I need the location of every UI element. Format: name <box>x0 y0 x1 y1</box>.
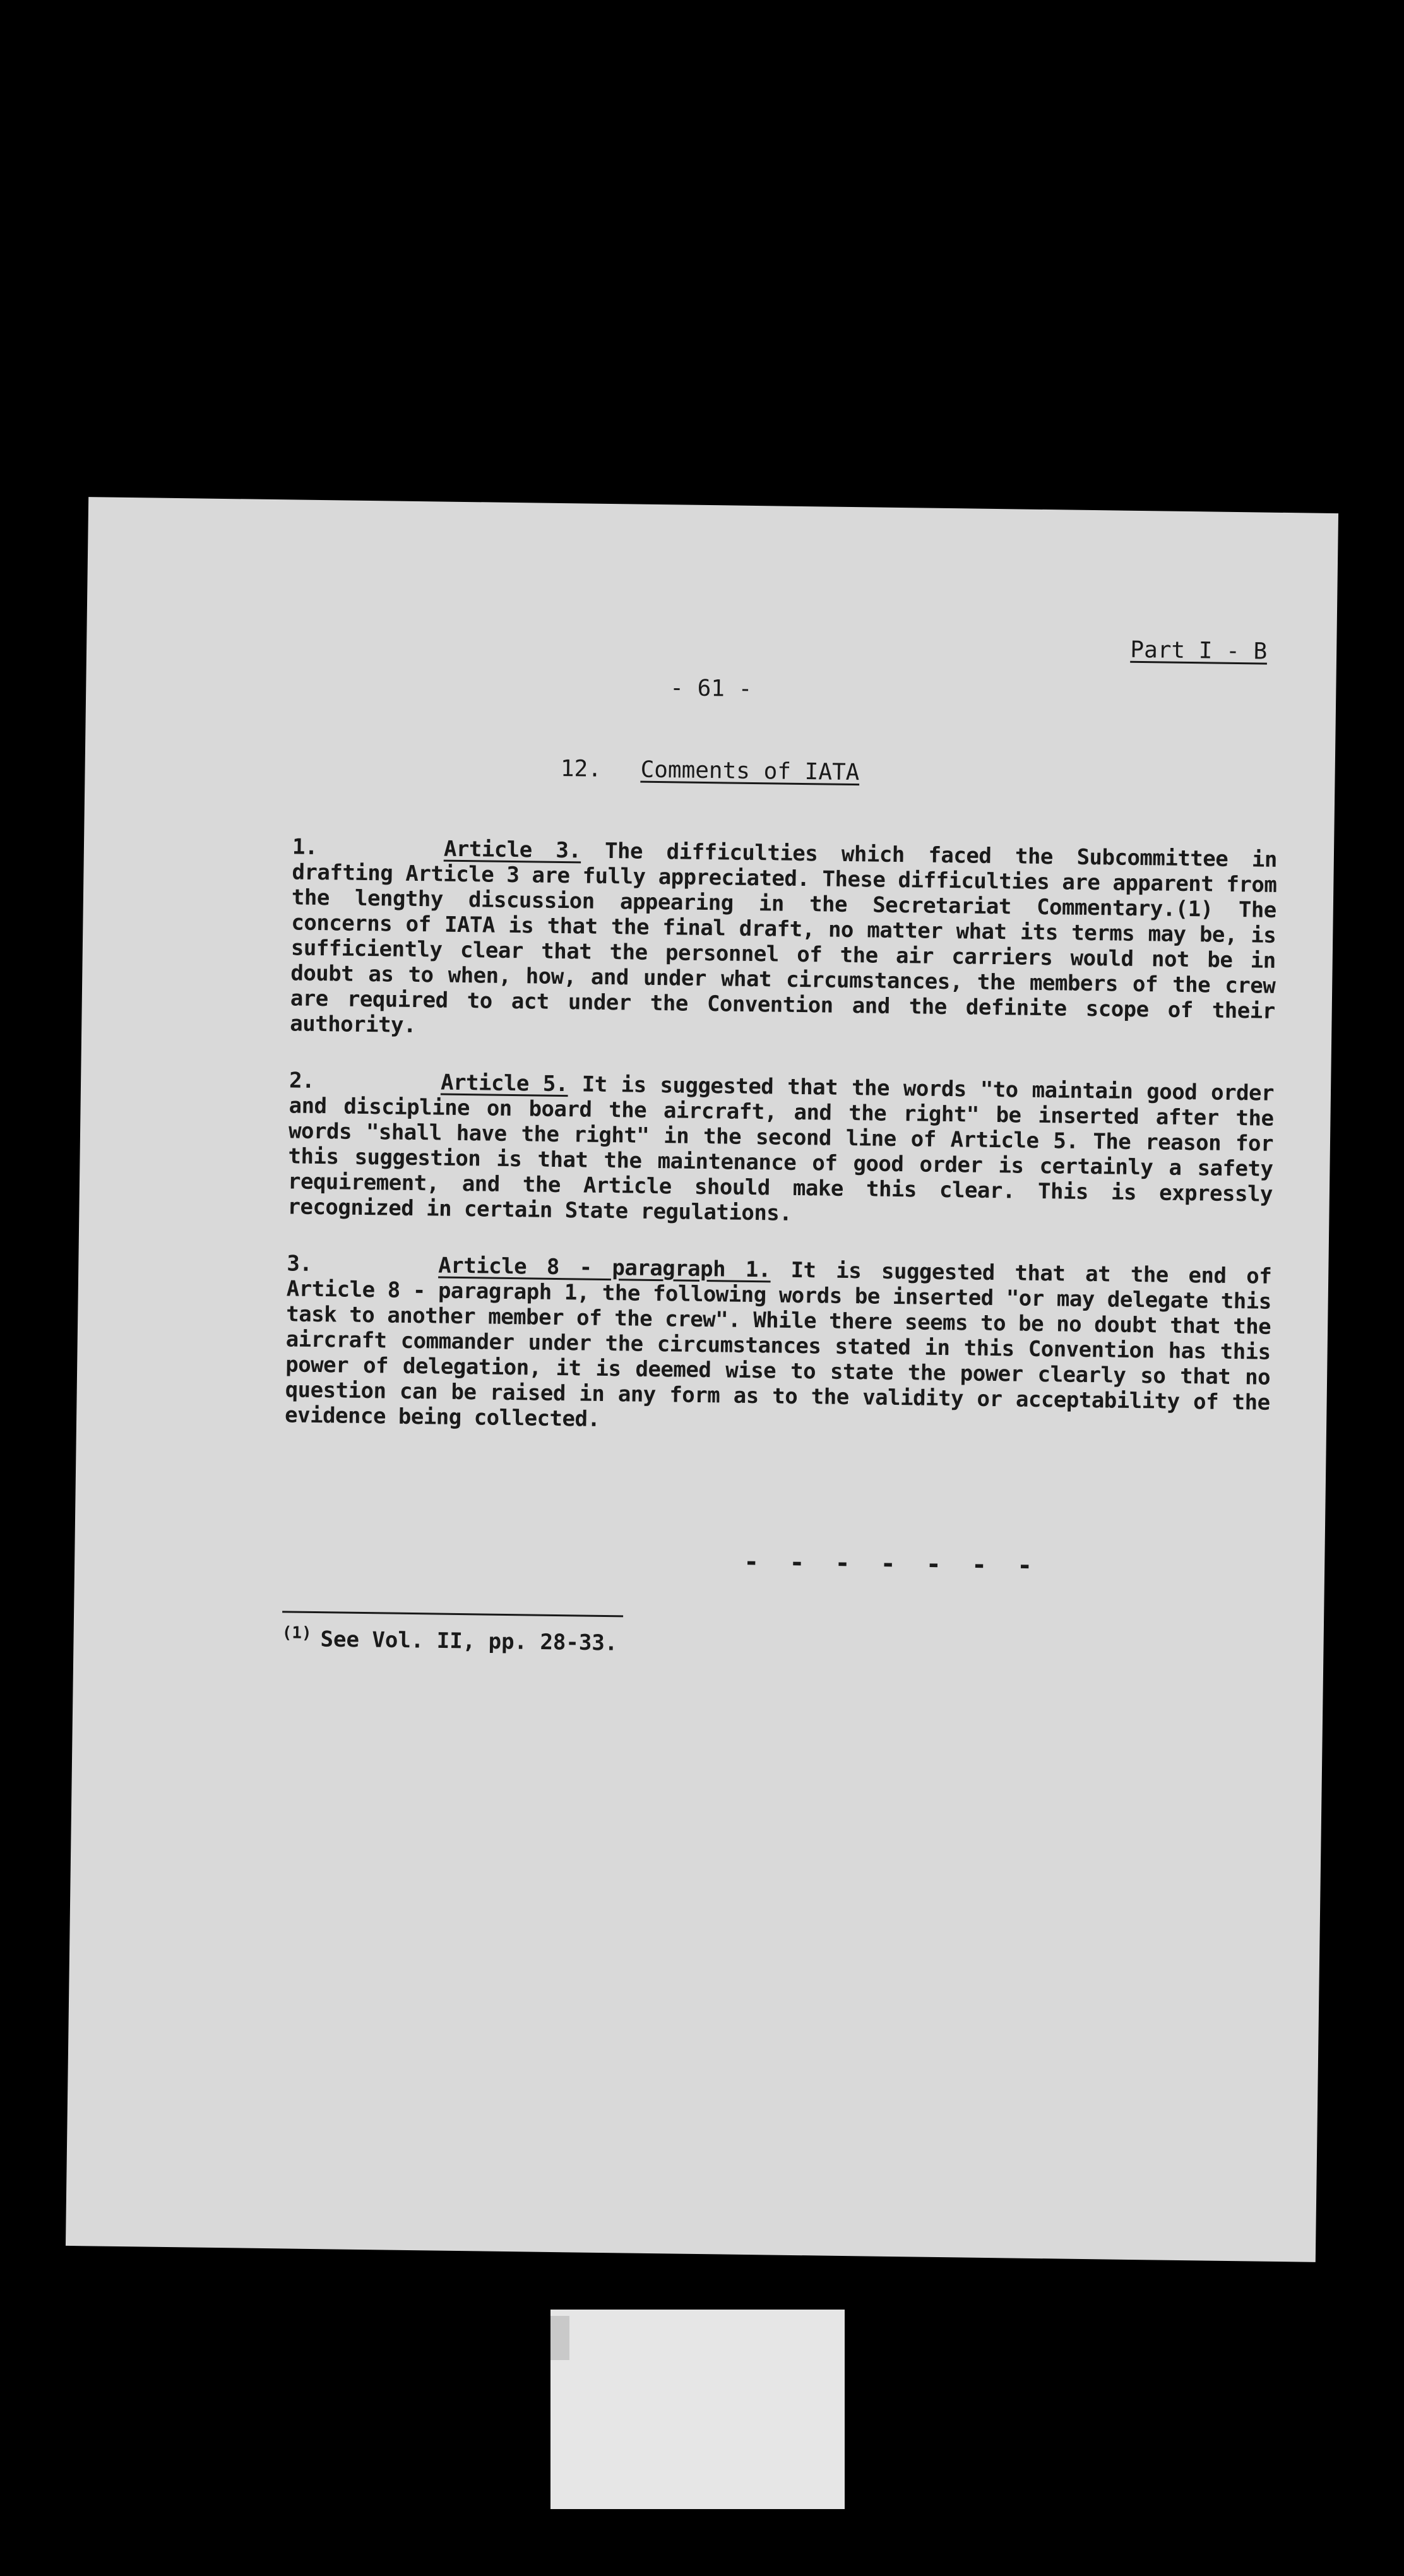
document-page <box>66 497 1338 2262</box>
slip-tab <box>550 2316 569 2360</box>
footnote-divider <box>282 1611 623 1617</box>
paragraph-number: 2. <box>289 1068 315 1094</box>
section-title: Comments of IATA <box>640 756 860 786</box>
footnote-text: See Vol. II, pp. 28-33. <box>320 1626 618 1656</box>
paragraph-text: It is suggested that the words "to maintain good order and discipline on board the aircraft, and the right" be inserted after the words "shall have the right" in the second line of Article 5. The reason for this suggestion is that the maintenance of good order is certainly a safety requirement, and the Article should make this clear. This is expressly recognized in certain State regulations. <box>287 1071 1275 1226</box>
paragraph-number: 1. <box>292 834 318 860</box>
footnote-marker: (1) <box>282 1623 312 1643</box>
paragraph-heading: Article 3. <box>443 836 581 864</box>
document-body <box>284 834 1277 1472</box>
paragraph-number: 3. <box>287 1251 312 1277</box>
paragraph-3 <box>285 1251 1272 1440</box>
footnote <box>282 1623 617 1655</box>
page-number: - 61 - <box>670 675 753 702</box>
paragraph-heading: Article 8 - paragraph 1. <box>438 1253 771 1283</box>
end-marker: - - - - - - - <box>743 1547 1040 1581</box>
paragraph-1 <box>290 834 1277 1049</box>
blank-slip <box>550 2310 845 2509</box>
part-reference: Part I - B <box>1130 636 1268 665</box>
section-heading <box>85 749 1335 792</box>
paragraph-2 <box>287 1068 1274 1232</box>
paragraph-text: It is suggested that at the end of Article 8 - paragraph 1, the following words be inserted "or may delegate this task to another member of the crew". While there seems to be no doubt that the aircraft commander under the circumstances stated in this Convention has this power of delegation, it is deemed wise to state the power clearly so that no question can be raised in any form as to the validity or acceptability of the evidence being collected. <box>284 1257 1272 1432</box>
paragraph-heading: Article 5. <box>440 1070 569 1097</box>
paragraph-text: The difficulties which faced the Subcommittee in drafting Article 3 are fully appreciated. These difficulties are apparent from the lengthy discussion appearing in the Secretariat Commentary.(1) The concerns of IATA is that the final draft, no matter what its terms may be, is sufficiently clear that the personnel of the air carriers would not be in doubt as to when, how, and under what circumstances, the members of the crew are required to act under the Convention and the definite scope of their authority. <box>290 838 1278 1039</box>
section-number: 12. <box>560 755 602 782</box>
